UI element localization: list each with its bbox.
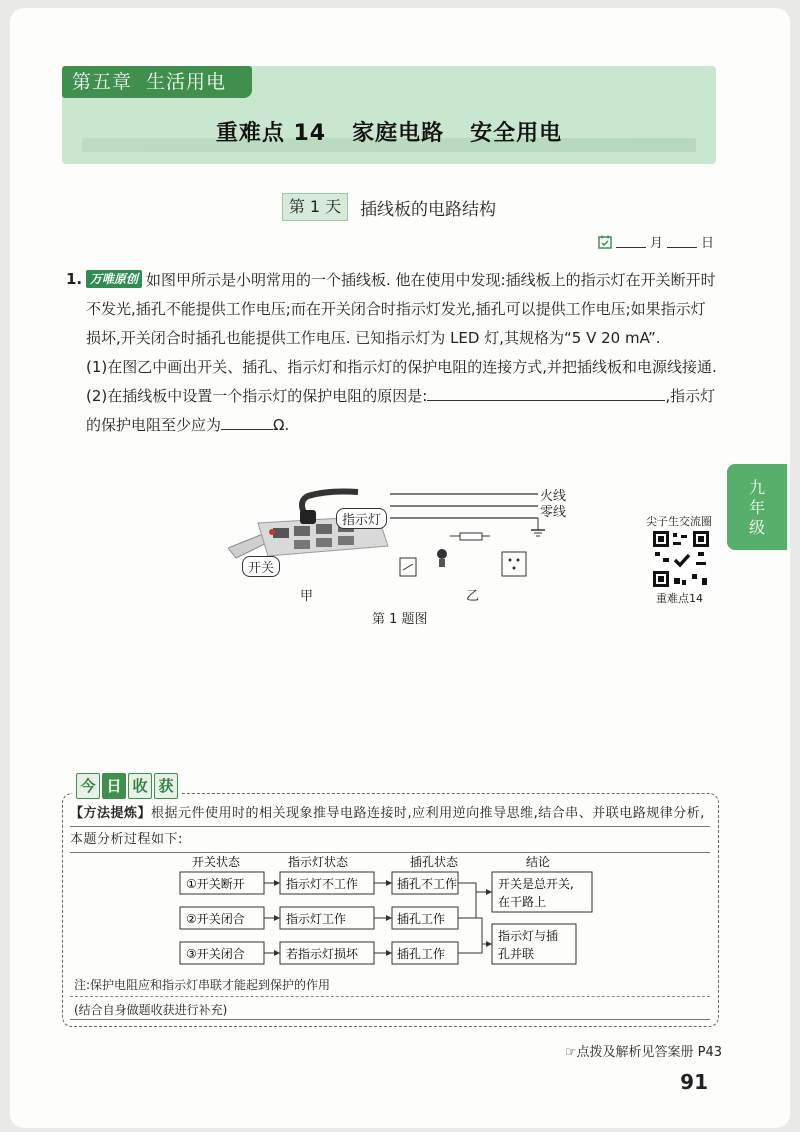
side-tab-char3: 级 [748,518,765,537]
indicator-label: 指示灯 [336,508,387,529]
flow-socket-1: 插孔不工作 [397,877,458,891]
flow-lamp-3: 若指示灯损坏 [286,947,359,961]
day-label-text: 日 [700,236,714,251]
qr-code[interactable] [652,530,710,588]
date-row [598,232,714,251]
flow-header-conclusion: 结论 [526,855,551,869]
today-char-1: 今 [76,773,100,799]
side-tab-char2: 年 [748,498,765,517]
day-title: 插线板的电路结构 [360,200,496,220]
month-label: 月 [649,236,663,251]
neutral-wire-label: 零线 [540,505,567,520]
question-stem: 如图甲所示是小明常用的一个插线板. 他在使用中发现:插线板上的指示灯在开关断开时不发光,插孔不能提供工作电压;而在开关闭合时指示灯发光,插孔可以提供工作电压;如果指示灯损坏,开关闭合时插孔也能提供工作电压. 已知指示灯为 LED 灯,其规格为“5 V 20 mA”. [86,271,716,347]
flow-socket-3: 插孔工作 [397,947,446,961]
today-char-4: 获 [154,773,178,799]
flow-switch-2: ②开关闭合 [186,912,245,926]
flow-header-socket: 插孔状态 [410,855,459,869]
flow-lamp-2: 指示灯工作 [286,912,347,926]
calendar-check-icon [598,235,612,249]
flow-conclusion-2b: 孔并联 [498,947,535,961]
day-label: 第 1 天 [282,193,348,221]
flow-header-lamp: 指示灯状态 [288,855,349,869]
method-summary [70,801,710,853]
flow-switch-3: ③开关闭合 [186,947,245,961]
answer-reference: ☞点拨及解析见答案册 P43 [564,1045,722,1060]
flow-header-switch: 开关状态 [192,855,241,869]
question-part1: (1)在图乙中画出开关、插孔、指示灯和指示灯的保护电阻的连接方式,并把插线板和电源线接通. [86,358,717,376]
unit-ohm: Ω. [273,416,290,434]
qr-caption: 重难点14 [656,592,703,605]
question-body [86,266,718,440]
analysis-flowchart [160,852,600,972]
resistance-answer-blank[interactable] [221,414,273,430]
flow-switch-1: ①开关断开 [186,877,245,891]
qr-title: 尖子生交流圈 [646,515,712,528]
chapter-topic: 生活用电 [146,71,227,93]
month-blank[interactable] [616,235,646,248]
day-blank[interactable] [667,235,697,248]
today-harvest-label [72,773,182,799]
reason-answer-blank[interactable] [427,385,665,401]
side-tab-char1: 九 [748,478,765,497]
flow-conclusion-1b: 在干路上 [498,895,547,909]
live-wire-label: 火线 [540,489,567,504]
switch-label: 开关 [242,556,280,577]
flow-socket-2: 插孔工作 [397,912,446,926]
question-part2a: (2)在插线板中设置一个指示灯的保护电阻的原因是: [86,387,428,405]
rule-line [70,826,710,827]
chapter-tab [62,66,252,98]
title-part1: 家庭电路 [352,121,445,146]
caption-b: 乙 [466,589,480,604]
original-badge: 万唯原创 [86,270,142,288]
today-char-2: 日 [102,773,126,799]
rule-line [70,996,710,997]
question-part2b: ,指示灯的保护电阻至少应为 [86,387,716,434]
method-text: 根据元件使用时的相关现象推导电路连接时,应利用逆向推导思维,结合串、并联电路规律分析,本题分析过程如下: [70,806,705,847]
rule-line [70,1019,710,1020]
method-label: 【方法提炼】 [70,806,152,821]
page-title [62,116,716,147]
key-point-label: 重难点 14 [215,121,327,146]
note-protect-resistor: 注:保护电阻应和指示灯串联才能起到保护的作用 [74,978,331,992]
caption-a: 甲 [300,589,314,604]
title-part2: 安全用电 [470,121,563,146]
question-number: 1. [66,270,83,288]
flow-conclusion-2a: 指示灯与插 [498,929,559,943]
figure-caption: 第 1 题图 [372,612,428,627]
page-number: 91 [680,1070,708,1094]
flow-lamp-1: 指示灯不工作 [286,877,359,891]
today-char-3: 收 [128,773,152,799]
flow-conclusion-1a: 开关是总开关, [498,877,574,891]
grade-side-tab[interactable] [727,464,787,550]
note-supplement: (结合自身做题收获进行补充) [74,1003,228,1017]
chapter-number: 第五章 [72,71,133,93]
